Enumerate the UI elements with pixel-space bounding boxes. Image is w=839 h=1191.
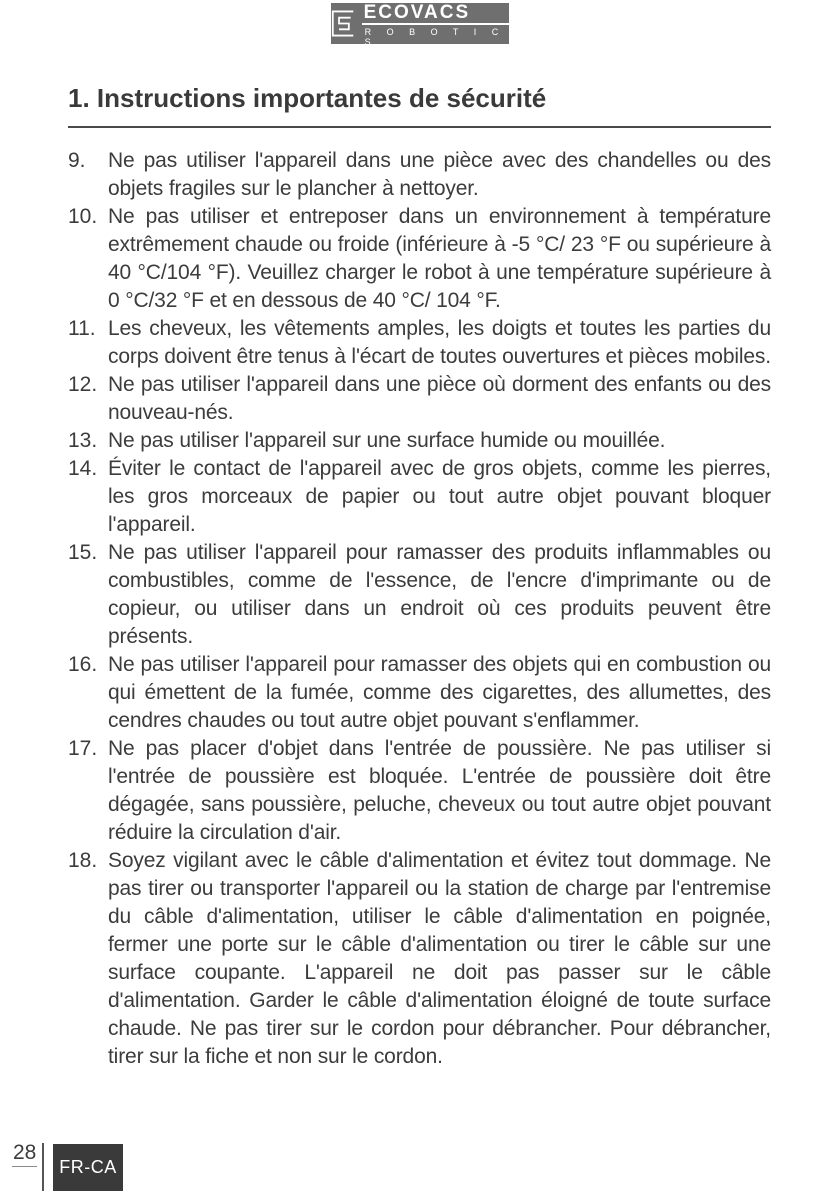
item-text: Ne pas utiliser l'appareil sur une surface humide ou mouillée. [108, 429, 666, 452]
item-number: 15. [68, 541, 98, 564]
item-text: Ne pas utiliser et entreposer dans un environnement à température extrêmement chaude ou froide (inférieure à -5 °C/ 23 °F ou supérieure à 40 °C/104 °F). Veuillez charger le robot à une température supérieure à 0 °C/32 °F et en dessous de 40 °C/ 104 °F. [108, 205, 771, 312]
item-number: 16. [68, 653, 98, 676]
item-text: Ne pas utiliser l'appareil pour ramasser des objets qui en combustion ou qui émettent de la fumée, comme des cigarettes, des allumettes, des cendres chaudes ou tout autre objet pouvant s'enflammer. [108, 653, 771, 732]
footer-divider [42, 1143, 44, 1191]
page-number: 28 [12, 1141, 37, 1167]
ecovacs-logo-text [362, 0, 509, 47]
instruction-list [68, 147, 771, 1071]
item-text: Ne pas utiliser l'appareil dans une pièce où dorment des enfants ou des nouveau-nés. [108, 373, 771, 424]
item-number: 13. [68, 429, 98, 452]
item-number: 17. [68, 737, 98, 760]
instruction-item [68, 371, 771, 427]
language-tab: FR-CA [53, 1144, 123, 1191]
item-number: 14. [68, 457, 98, 480]
instruction-item [68, 147, 771, 203]
instruction-item [68, 539, 771, 651]
item-text: Soyez vigilant avec le câble d'alimentation et évitez tout dommage. Ne pas tirer ou transporter l'appareil ou la station de charge par l'entremise du câble d'alimentation, utiliser le câble d'alimentation en poignée, fermer une porte sur le câble d'alimentation ou tirer le câble sur une surface coupante. L'appareil ne doit pas passer sur le câble d'alimentation. Garder le câble d'alimentation éloigné de toute surface chaude. Ne pas tirer sur le cordon pour débrancher. Pour débrancher, tirer sur la fiche et non sur le cordon. [108, 849, 771, 1068]
item-number: 10. [68, 205, 98, 228]
item-text: Ne pas placer d'objet dans l'entrée de poussière. Ne pas utiliser si l'entrée de poussière est bloquée. L'entrée de poussière doit être dégagée, sans poussière, peluche, cheveux ou tout autre objet pouvant réduire la circulation d'air. [108, 737, 771, 844]
title-rule [68, 126, 771, 128]
instruction-item [68, 427, 771, 455]
item-text: Ne pas utiliser l'appareil pour ramasser des produits inflammables ou combustibles, comme de l'essence, de l'encre d'imprimante ou de copieur, ou utiliser dans un endroit où ces produits peuvent être présents. [108, 541, 771, 648]
instruction-item [68, 651, 771, 735]
instruction-item [68, 847, 771, 1071]
ecovacs-logo-mark-icon [331, 8, 355, 39]
item-text: Ne pas utiliser l'appareil dans une pièce avec des chandelles ou des objets fragiles sur le plancher à nettoyer. [108, 149, 771, 200]
item-text: Les cheveux, les vêtements amples, les doigts et toutes les parties du corps doivent être tenus à l'écart de toutes ouvertures et pièces mobiles. [108, 317, 771, 368]
brand-text: ECOVACS [362, 0, 509, 25]
item-number: 18. [68, 849, 98, 872]
instruction-item [68, 735, 771, 847]
instruction-item [68, 315, 771, 371]
ecovacs-logo [331, 2, 509, 47]
item-number: 9. [68, 149, 86, 172]
item-number: 11. [68, 317, 96, 340]
brand-subtext: R O B O T I C S [364, 27, 505, 47]
item-number: 12. [68, 373, 98, 396]
instruction-item [68, 203, 771, 315]
item-text: Éviter le contact de l'appareil avec de gros objets, comme les pierres, les gros morceaux de papier ou tout autre objet pouvant bloquer l'appareil. [108, 457, 771, 536]
instruction-item [68, 455, 771, 539]
page-title: 1. Instructions importantes de sécurité [68, 83, 547, 113]
